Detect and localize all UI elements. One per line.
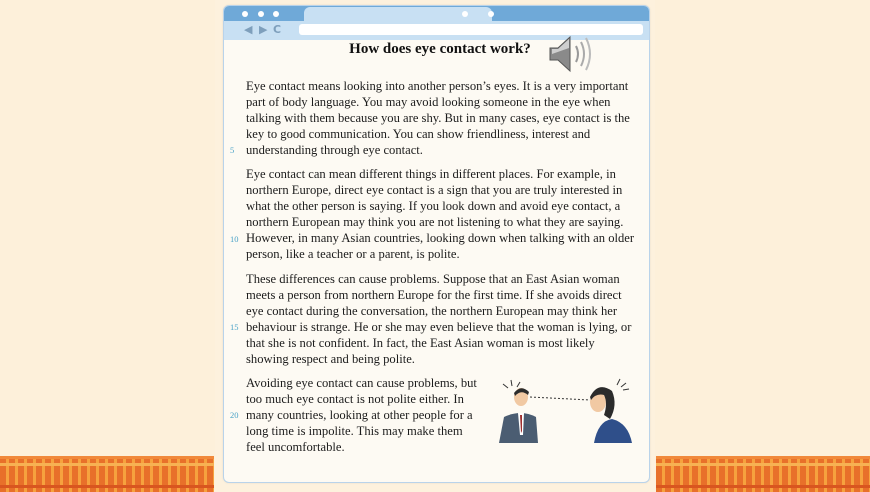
line-number: 5 [230, 145, 235, 155]
eye-contact-illustration [494, 375, 634, 445]
speaker-icon[interactable] [548, 34, 592, 74]
line-number: 15 [230, 322, 239, 332]
paragraph-4: Avoiding eye contact can cause problems, but too much eye contact is not polite either. In many countries, looking at other people for a long time is impolite. This may make them feel uncomfortable. [246, 376, 477, 454]
back-icon[interactable]: ◀ [244, 23, 253, 36]
browser-tab[interactable] [304, 7, 492, 21]
window-dot-icon[interactable] [273, 11, 279, 17]
tab-dot-icon [462, 11, 468, 17]
article-title: How does eye contact work? [349, 41, 531, 57]
new-tab-dot-icon[interactable] [488, 11, 494, 17]
decorative-fence-right [656, 456, 870, 492]
paragraph-2: Eye contact can mean different things in different places. For example, in northern Europe, direct eye contact is a sign that you are truly interested in what the other person is saying. If you look down and avoid eye contact, a northern European may think you are not listening to what they are saying. However, in many Asian countries, looking down when talking with an older person, like a teacher or a parent, is polite. [246, 167, 635, 261]
background-right [655, 0, 870, 489]
line-number: 10 [230, 234, 239, 244]
paragraph-3: These differences can cause problems. Suppose that an East Asian woman meets a person from northern Europe for the first time. If she avoids direct eye contact during the conversation, the northern European may think her behaviour is strange. He or she may even believe that the woman is lying, or that she is not confident. In fact, the East Asian woman is most likely showing respect and being polite. [246, 272, 632, 366]
forward-icon[interactable]: ▶ [259, 23, 268, 36]
paragraph-1: Eye contact means looking into another person’s eyes. It is a very important part of body language. You may avoid looking someone in the eye when talking with them because you are shy. But in many cases, eye contact is the key to good communication. You can show friendliness, interest and understanding through eye contact. [246, 79, 630, 157]
line-number: 20 [230, 410, 239, 420]
refresh-icon[interactable]: C [273, 23, 282, 36]
tab-bar [224, 6, 649, 21]
window-dot-icon[interactable] [258, 11, 264, 17]
window-dot-icon[interactable] [242, 11, 248, 17]
background-left [0, 0, 215, 489]
decorative-fence-left [0, 456, 214, 492]
